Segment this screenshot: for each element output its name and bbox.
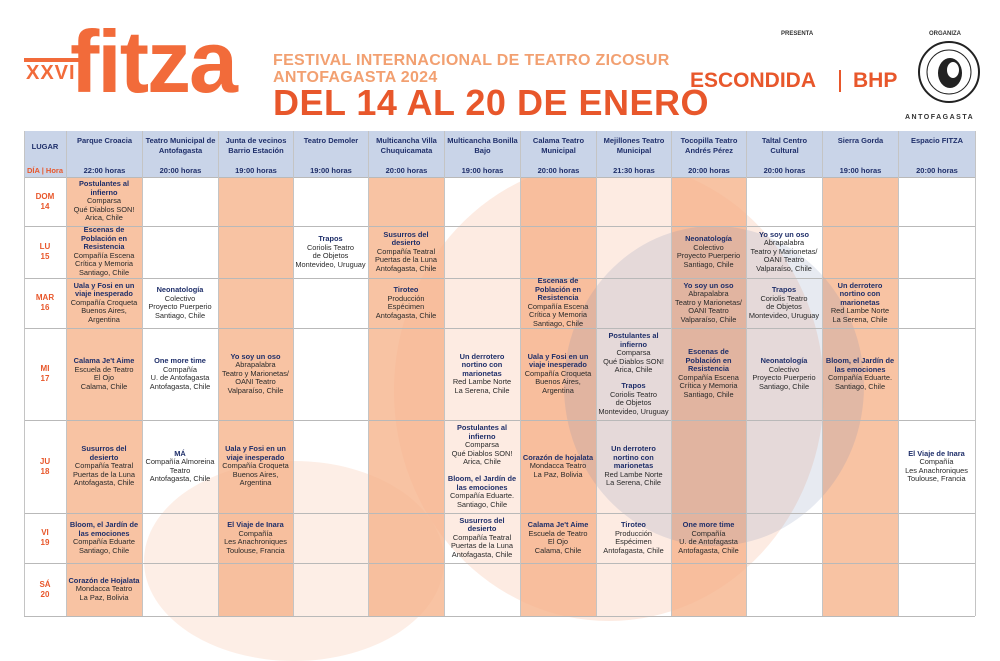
event-detail: Buenos Aires, xyxy=(81,306,127,316)
day-abbr: JU xyxy=(39,456,51,466)
presenta-label: PRESENTA xyxy=(781,31,814,37)
event-title: Calama Je't Aime xyxy=(527,520,589,529)
event-detail: Comparsa xyxy=(86,196,122,206)
day-label xyxy=(24,192,66,212)
venue-name: Junta de vecinos Barrio Estación xyxy=(225,136,287,155)
event-detail: Abrapalabra xyxy=(235,360,276,370)
event-detail: Red Lambe Norte xyxy=(830,306,890,316)
event-detail: Santiago, Chile xyxy=(834,381,886,391)
event-detail: Puertas de la Luna xyxy=(72,469,136,479)
event-cell xyxy=(598,521,669,555)
column-divider xyxy=(142,131,143,616)
event-detail: Santiago, Chile xyxy=(456,499,508,509)
event-cell xyxy=(673,348,744,400)
event-detail: Comparsa xyxy=(464,440,500,450)
event-title: Un derrotero nortino con marionetas xyxy=(837,280,883,307)
day-label xyxy=(24,364,66,384)
event-detail: Montevideo, Uruguay xyxy=(748,310,820,320)
event-detail: Antofagasta, Chile xyxy=(149,381,211,391)
event-detail: Coriolis Teatro xyxy=(760,293,808,303)
column-divider xyxy=(596,131,597,616)
day-number: 19 xyxy=(40,538,50,547)
venue-time: 19:00 horas xyxy=(235,166,277,175)
event-title: Trapos xyxy=(621,381,646,390)
column-divider xyxy=(293,131,294,616)
event-title: Calama Je't Aime xyxy=(73,356,135,365)
event-title: Yo soy un oso xyxy=(683,280,734,290)
venue-name: Taltal Centro Cultural xyxy=(761,136,808,155)
event-title: Postulantes al infierno xyxy=(456,423,508,441)
event-detail: El Ojo xyxy=(547,537,569,547)
event-detail: Abrapalabra xyxy=(763,238,805,248)
event-cell xyxy=(68,226,140,278)
corner-dia-hora: DÍA | Hora xyxy=(27,166,63,175)
event-cell xyxy=(446,517,518,560)
venue-time: 19:00 horas xyxy=(461,166,504,175)
event-detail: Valparaíso, Chile xyxy=(227,385,284,395)
venue-header xyxy=(142,131,218,177)
venue-name: Teatro Municipal de Antofagasta xyxy=(145,136,216,155)
event-title: Neonatología xyxy=(156,285,204,294)
row-divider xyxy=(24,563,975,564)
event-title: Susurros del desierto xyxy=(383,229,429,248)
event-detail: Compañía Teatral xyxy=(74,461,134,471)
event-detail: Crítica y Memoria xyxy=(529,310,587,320)
event-detail: Montevideo, Uruguay xyxy=(295,259,366,269)
event-detail: Colectivo xyxy=(768,364,800,374)
event-detail: Valparaíso, Chile xyxy=(756,263,812,273)
event-detail: Teatro y Marionetas/ xyxy=(222,368,289,378)
column-divider xyxy=(520,131,521,616)
event-detail: Producción xyxy=(615,528,652,538)
venue-header xyxy=(746,131,822,177)
event-detail: Mondacca Teatro xyxy=(529,461,587,471)
event-title: Bloom, el Jardín de las emociones xyxy=(447,474,517,492)
venue-name: Parque Croacia xyxy=(76,136,133,145)
event-detail: Coriolis Teatro xyxy=(306,242,355,252)
event-title: Trapos xyxy=(771,285,797,294)
event-cell xyxy=(220,521,291,555)
festival-dates: DEL 14 AL 20 DE ENERO xyxy=(273,82,709,123)
venue-header xyxy=(898,131,975,177)
event-detail: Qué Diablos SON! xyxy=(451,448,513,458)
event-detail: Santiago, Chile xyxy=(532,318,584,328)
organiza-label: ORGANIZA xyxy=(929,31,961,37)
event-cell xyxy=(522,454,594,480)
event-detail: Abrapalabra xyxy=(688,289,729,299)
event-title: Trapos xyxy=(318,234,343,243)
event-title: Uala y Fosi en un viaje inesperado xyxy=(225,444,286,462)
event-detail: Compañía xyxy=(238,528,273,538)
venue-time: 20:00 horas xyxy=(763,166,806,175)
event-detail: Calama, Chile xyxy=(534,545,582,555)
event-detail: Argentina xyxy=(542,385,574,395)
venue-name: Sierra Gorda xyxy=(837,136,884,145)
venue-time: 19:00 horas xyxy=(839,166,882,175)
day-abbr: DOM xyxy=(35,191,55,201)
venue-time: 20:00 horas xyxy=(688,166,730,175)
event-detail: Proyecto Puerperio xyxy=(676,251,741,261)
day-abbr: MAR xyxy=(35,293,55,302)
event-detail: Compañía Eduarte xyxy=(72,537,136,547)
event-cell xyxy=(370,231,442,274)
event-cell xyxy=(370,286,442,320)
event-detail: OANI Teatro xyxy=(688,306,729,316)
venue-time: 22:00 horas xyxy=(83,166,126,175)
event-detail: El Ojo xyxy=(93,373,115,383)
venue-name: Teatro Demoler xyxy=(303,136,359,145)
venue-header xyxy=(596,131,671,177)
event-title: One more time xyxy=(154,356,206,365)
venue-time: 20:00 horas xyxy=(537,166,580,175)
event-title: Postulantes al infierno xyxy=(608,331,659,349)
event-title: Bloom, el Jardín de las emociones xyxy=(825,356,895,374)
event-detail: Teatro xyxy=(169,465,191,475)
event-title: MÁ xyxy=(174,448,186,458)
day-number: 16 xyxy=(40,303,50,312)
row-divider xyxy=(24,513,975,514)
event-detail: La Serena, Chile xyxy=(454,385,510,395)
event-detail: U. de Antofagasta xyxy=(679,537,738,547)
venue-name: Calama Teatro Municipal xyxy=(532,136,585,155)
event-title: Corazón de Hojalata xyxy=(68,575,140,585)
event-detail: Compañía Croqueta xyxy=(70,297,138,307)
venue-name: Multicancha Bonilla Bajo xyxy=(447,136,518,155)
event-cell xyxy=(220,445,291,488)
venue-name: Multicancha Villa Chuquicamata xyxy=(376,136,437,155)
event-detail: Santiago, Chile xyxy=(683,389,734,399)
event-detail: Antofagasta, Chile xyxy=(149,474,211,484)
event-title: Yo soy un oso xyxy=(759,229,809,239)
event-cell xyxy=(900,450,973,484)
event-detail: Arica, Chile xyxy=(463,457,501,467)
day-number: 20 xyxy=(40,589,50,599)
event-detail: Puertas de la Luna xyxy=(374,255,438,265)
event-detail: Santiago, Chile xyxy=(78,267,130,277)
event-detail: Crítica y Memoria xyxy=(679,381,738,391)
event-detail: Compañía Croqueta xyxy=(524,368,592,378)
event-title: Susurros del desierto xyxy=(459,515,505,534)
venue-time: 20:00 horas xyxy=(159,166,202,175)
day-number: 17 xyxy=(40,374,50,383)
event-detail: Coriolis Teatro xyxy=(609,389,658,399)
event-cell xyxy=(598,445,669,488)
event-detail: Compañía Escena xyxy=(527,301,589,311)
event-detail: Compañía Eduarte. xyxy=(449,491,515,501)
row-divider xyxy=(24,328,975,329)
event-detail: Teatro y Marionetas/ xyxy=(750,246,818,256)
event-detail: Compañía Escena xyxy=(73,250,135,260)
event-detail: U. de Antofagasta xyxy=(150,373,210,383)
event-cell xyxy=(598,382,669,416)
fitza-logo: fitza xyxy=(70,12,236,111)
event-detail: Antofagasta, Chile xyxy=(375,263,437,273)
column-divider xyxy=(368,131,369,616)
event-cell xyxy=(522,521,594,555)
event-detail: Santiago, Chile xyxy=(154,310,206,320)
event-detail: Arica, Chile xyxy=(85,213,123,223)
event-detail: Santiago, Chile xyxy=(758,381,810,391)
venue-header xyxy=(671,131,746,177)
column-divider xyxy=(822,131,823,616)
row-divider xyxy=(24,177,975,178)
event-title: Neonatología xyxy=(685,234,732,243)
event-detail: Antofagasta, Chile xyxy=(603,545,664,555)
row-divider xyxy=(24,278,975,279)
venue-header xyxy=(218,131,293,177)
event-cell xyxy=(68,357,140,391)
event-title: Escenas de Población en Resistencia xyxy=(81,225,127,252)
event-title: Bloom, el Jardín de las emociones xyxy=(69,520,139,538)
festival-name: FESTIVAL INTERNACIONAL DE TEATRO ZICOSUR xyxy=(273,52,670,69)
day-label xyxy=(24,293,66,313)
event-detail: Compañía xyxy=(919,457,954,467)
event-detail: Teatro y Marionetas/ xyxy=(675,297,742,307)
event-detail: Buenos Aires, xyxy=(232,469,279,479)
event-title: Corazón de hojalata xyxy=(522,452,594,462)
event-detail: Compañía Teatral xyxy=(376,246,436,256)
event-title: Postulantes al infierno xyxy=(78,179,130,197)
day-abbr: MI xyxy=(40,364,50,373)
event-cell xyxy=(598,332,669,375)
row-divider xyxy=(24,226,975,227)
event-cell xyxy=(522,353,594,396)
event-cell xyxy=(748,286,820,320)
sponsor-divider xyxy=(839,70,841,92)
event-detail: Valparaíso, Chile xyxy=(680,314,737,324)
event-detail: Producción xyxy=(387,293,425,303)
day-label xyxy=(24,580,66,600)
event-detail: Espécimen xyxy=(615,537,652,547)
event-detail: Montevideo, Uruguay xyxy=(598,406,669,416)
event-title: Neonatología xyxy=(760,356,808,365)
event-cell xyxy=(446,353,518,396)
venue-header xyxy=(444,131,520,177)
organizer-city: ANTOFAGASTA xyxy=(905,114,975,121)
event-detail: Espécimen xyxy=(387,302,425,312)
event-cell xyxy=(68,577,140,603)
event-detail: Les Anachroniques xyxy=(905,465,968,475)
column-divider xyxy=(444,131,445,616)
event-title: Susurros del desierto xyxy=(81,444,127,462)
event-detail: Compañía Escena xyxy=(678,372,739,382)
event-detail: Santiago, Chile xyxy=(78,545,130,555)
event-detail: de Objetos xyxy=(615,398,652,408)
event-cell xyxy=(144,450,216,484)
event-detail: Compañía Eduarte. xyxy=(827,373,893,383)
event-detail: Arica, Chile xyxy=(614,365,653,375)
event-detail: Colectivo xyxy=(693,242,724,252)
event-cell xyxy=(748,231,820,274)
day-abbr: VI xyxy=(41,528,49,537)
event-detail: Santiago, Chile xyxy=(683,259,734,269)
event-cell xyxy=(68,282,140,325)
event-cell xyxy=(673,235,744,269)
column-divider xyxy=(66,131,67,616)
day-label xyxy=(24,242,66,262)
event-detail: Antofagasta, Chile xyxy=(451,549,513,559)
event-title: Yo soy un oso xyxy=(230,351,281,361)
event-detail: Buenos Aires, xyxy=(535,377,581,387)
festival-city-year: ANTOFAGASTA 2024 xyxy=(273,69,438,86)
event-title: Un derrotero nortino con marionetas xyxy=(459,351,505,378)
day-abbr: SÁ xyxy=(39,579,51,589)
sponsor-escondida: ESCONDIDA xyxy=(690,69,817,92)
event-cell xyxy=(68,521,140,555)
event-title: Tiroteo xyxy=(621,520,646,529)
event-detail: Compañía xyxy=(691,528,726,538)
venue-name: Tocopilla Teatro Andrés Pérez xyxy=(680,136,738,155)
event-detail: Red Lambe Norte xyxy=(452,377,512,387)
event-detail: Proyecto Puerperio xyxy=(148,302,212,312)
day-label xyxy=(24,457,66,477)
venue-header xyxy=(66,131,142,177)
day-label xyxy=(24,528,66,548)
event-cell xyxy=(68,445,140,488)
event-detail: Escuela de Teatro xyxy=(528,528,588,538)
event-detail: Compañía xyxy=(162,364,198,374)
venue-header xyxy=(822,131,898,177)
event-detail: Antofagasta, Chile xyxy=(678,545,739,555)
event-detail: Comparsa xyxy=(616,348,651,358)
event-detail: Escuela de Teatro xyxy=(74,364,134,374)
venue-header xyxy=(368,131,444,177)
event-title: Uala y Fosi en un viaje inesperado xyxy=(527,351,589,370)
event-detail: Toulouse, Francia xyxy=(226,545,285,555)
event-cell xyxy=(446,475,518,509)
event-detail: Compañía Teatral xyxy=(452,532,512,542)
event-detail: Les Anachroniques xyxy=(224,537,287,547)
day-number: 15 xyxy=(40,252,50,261)
event-detail: La Serena, Chile xyxy=(605,478,662,488)
event-cell xyxy=(144,286,216,320)
venue-time: 21:30 horas xyxy=(613,166,655,175)
venue-name: Espacio FITZA xyxy=(910,136,964,145)
venue-time: 19:00 horas xyxy=(310,166,352,175)
column-divider xyxy=(218,131,219,616)
venue-header xyxy=(520,131,596,177)
event-cell xyxy=(68,180,140,223)
event-cell xyxy=(748,357,820,391)
event-detail: Crítica y Memoria xyxy=(75,259,133,269)
event-detail: La Serena, Chile xyxy=(832,314,888,324)
event-cell xyxy=(673,521,744,555)
venue-time: 20:00 horas xyxy=(916,166,958,175)
event-title: Uala y Fosi en un viaje inesperado xyxy=(73,280,135,299)
venue-header xyxy=(293,131,368,177)
event-title: Escenas de Población en Resistencia xyxy=(685,347,732,374)
row-divider xyxy=(24,616,975,617)
day-number: 18 xyxy=(40,466,50,476)
venue-time: 20:00 horas xyxy=(385,166,428,175)
event-detail: de Objetos xyxy=(312,251,349,261)
organizer-seal-logo xyxy=(917,40,981,104)
event-detail: Antofagasta, Chile xyxy=(375,310,437,320)
event-detail: Compañía Croqueta xyxy=(222,461,289,471)
event-cell xyxy=(295,235,366,269)
column-divider xyxy=(975,131,976,616)
event-cell xyxy=(673,282,744,325)
event-detail: Argentina xyxy=(88,314,120,324)
event-title: Escenas de Población en Resistencia xyxy=(535,276,581,303)
event-cell xyxy=(522,277,594,329)
event-title: El Viaje de Inara xyxy=(908,448,965,458)
day-number: 14 xyxy=(40,201,50,211)
column-divider xyxy=(746,131,747,616)
event-title: El Viaje de Inara xyxy=(227,520,284,529)
day-abbr: LU xyxy=(39,242,51,251)
corner-lugar: LUGAR xyxy=(31,142,59,151)
event-cell xyxy=(220,353,291,396)
event-detail: Colectivo xyxy=(164,293,196,303)
event-detail: OANI Teatro xyxy=(235,377,276,387)
event-cell xyxy=(144,357,216,391)
schedule-table xyxy=(24,131,975,616)
event-cell xyxy=(824,282,896,325)
event-title: One more time xyxy=(682,520,735,529)
event-detail: Calama, Chile xyxy=(80,381,128,391)
sponsor-bhp: BHP xyxy=(853,69,898,92)
event-detail: Red Lambe Norte xyxy=(604,469,663,479)
event-detail: Puertas de la Luna xyxy=(450,541,514,551)
corner-header xyxy=(24,131,66,177)
event-detail: de Objetos xyxy=(766,302,802,312)
decorative-blob xyxy=(144,461,444,661)
event-detail: Antofagasta, Chile xyxy=(73,478,135,488)
column-divider xyxy=(671,131,672,616)
event-detail: Qué Diablos SON! xyxy=(603,356,664,366)
event-detail: Proyecto Puerperio xyxy=(752,373,816,383)
event-title: Un derrotero nortino con marionetas xyxy=(611,444,656,471)
event-cell xyxy=(824,357,896,391)
event-detail: OANI Teatro xyxy=(763,255,805,265)
venue-name: Mejillones Teatro Municipal xyxy=(603,136,665,155)
event-detail: Qué Diablos SON! xyxy=(73,204,135,214)
event-detail: La Paz, Bolivia xyxy=(79,592,129,602)
event-title: Tiroteo xyxy=(393,285,419,294)
event-detail: Compañía Almoreina xyxy=(145,457,215,467)
event-detail: Argentina xyxy=(239,478,272,488)
event-detail: Toulouse, Francia xyxy=(907,474,966,484)
event-detail: La Paz, Bolivia xyxy=(533,469,583,479)
event-detail: Mondacca Teatro xyxy=(75,584,133,594)
event-cell xyxy=(446,424,518,467)
edition-label: XXVI xyxy=(26,62,76,84)
row-divider xyxy=(24,420,975,421)
column-divider xyxy=(898,131,899,616)
